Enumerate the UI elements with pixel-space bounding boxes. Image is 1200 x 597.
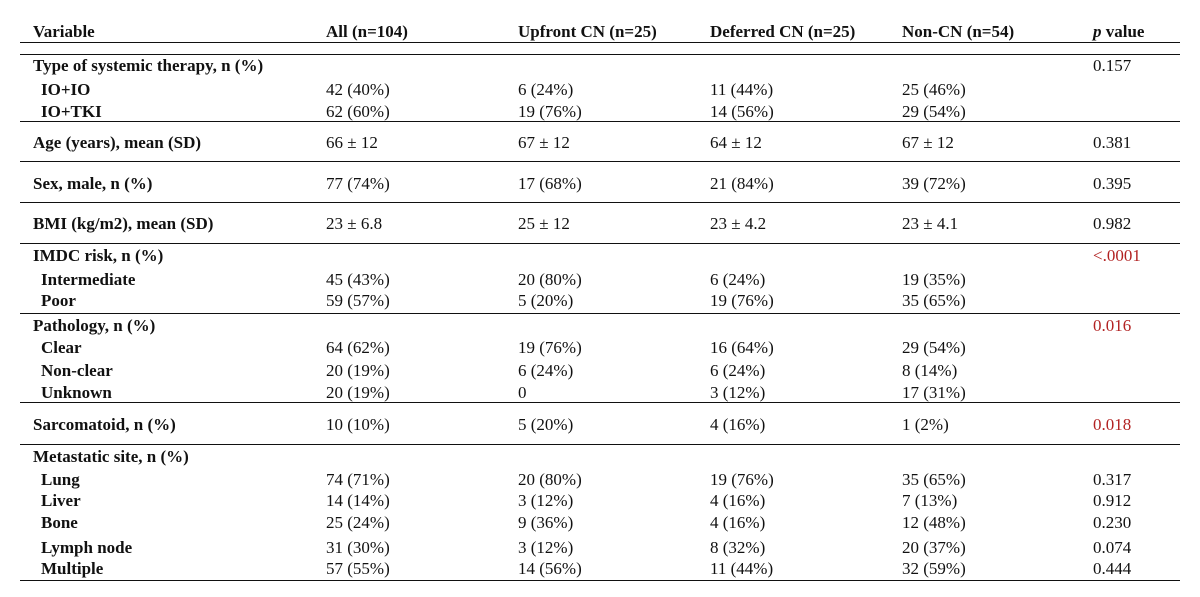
- cell-all: 25 (24%): [326, 513, 390, 532]
- cell-all: 14 (14%): [326, 491, 390, 510]
- table-row: [20, 55, 1180, 77]
- header-deferred-cn: Deferred CN (n=25): [710, 22, 856, 41]
- cell-p-value: 0.982: [1093, 214, 1132, 233]
- cell-p-value: <.0001: [1093, 246, 1141, 265]
- table-row: [20, 245, 1180, 267]
- cell-p-value: 0.016: [1093, 316, 1132, 335]
- header-upfront-cn: Upfront CN (n=25): [518, 22, 657, 41]
- table-subrow: [20, 79, 1180, 101]
- cell-upfront: 20 (80%): [518, 470, 582, 489]
- row-label: BMI (kg/m2), mean (SD): [33, 214, 214, 233]
- row-label: Pathology, n (%): [33, 316, 156, 335]
- cell-all: 74 (71%): [326, 470, 390, 489]
- cell-noncn: 12 (48%): [902, 513, 966, 532]
- cell-all: 57 (55%): [326, 559, 390, 578]
- cell-upfront: 19 (76%): [518, 102, 582, 121]
- cell-upfront: 6 (24%): [518, 361, 574, 380]
- row-label: Liver: [41, 491, 81, 510]
- table-subrow: [20, 537, 1180, 559]
- cell-deferred: 64 ± 12: [710, 133, 762, 152]
- table-subrow: [20, 337, 1180, 359]
- row-label: Type of systemic therapy, n (%): [33, 56, 264, 75]
- cell-deferred: 23 ± 4.2: [710, 214, 767, 233]
- cell-all: 20 (19%): [326, 383, 390, 402]
- table-subrow: [20, 101, 1180, 123]
- cell-all: 42 (40%): [326, 80, 390, 99]
- cell-deferred: 4 (16%): [710, 415, 766, 434]
- cell-all: 66 ± 12: [326, 133, 378, 152]
- header-p-letter: p: [1093, 22, 1102, 41]
- table-rule: [20, 121, 1180, 122]
- table-row: [20, 173, 1180, 195]
- header-non-cn: Non-CN (n=54): [902, 22, 1015, 41]
- table-subrow: [20, 269, 1180, 291]
- header-variable: Variable: [33, 22, 95, 41]
- row-label: Non-clear: [41, 361, 113, 380]
- cell-noncn: 29 (54%): [902, 102, 966, 121]
- cell-upfront: 0: [518, 383, 527, 402]
- row-label: Bone: [41, 513, 78, 532]
- table-rule: [20, 202, 1180, 203]
- cell-noncn: 35 (65%): [902, 291, 966, 310]
- cell-deferred: 19 (76%): [710, 470, 774, 489]
- cell-noncn: 23 ± 4.1: [902, 214, 959, 233]
- cell-all: 10 (10%): [326, 415, 390, 434]
- row-label: Sarcomatoid, n (%): [33, 415, 176, 434]
- table-subrow: [20, 290, 1180, 312]
- cell-p-value: 0.018: [1093, 415, 1132, 434]
- table-subrow: [20, 382, 1180, 404]
- cell-p-value: 0.444: [1093, 559, 1132, 578]
- table-rule: [20, 243, 1180, 244]
- cell-all: 23 ± 6.8: [326, 214, 383, 233]
- cell-upfront: 5 (20%): [518, 291, 574, 310]
- table-subrow: [20, 469, 1180, 491]
- cell-upfront: 3 (12%): [518, 538, 574, 557]
- cell-noncn: 8 (14%): [902, 361, 958, 380]
- cell-deferred: 8 (32%): [710, 538, 766, 557]
- table-header-row: [20, 21, 1180, 43]
- row-label: Intermediate: [41, 270, 136, 289]
- cell-deferred: 4 (16%): [710, 513, 766, 532]
- header-all: All (n=104): [326, 22, 408, 41]
- cell-all: 31 (30%): [326, 538, 390, 557]
- table-subrow: [20, 512, 1180, 534]
- cell-noncn: 67 ± 12: [902, 133, 954, 152]
- row-label: Lung: [41, 470, 80, 489]
- table-row: [20, 213, 1180, 235]
- table-rule: [20, 42, 1180, 43]
- cell-upfront: 14 (56%): [518, 559, 582, 578]
- cell-deferred: 16 (64%): [710, 338, 774, 357]
- row-label: Multiple: [41, 559, 104, 578]
- table-rule: [20, 161, 1180, 162]
- header-p-value: [1093, 21, 1144, 43]
- table-rule: [20, 580, 1180, 581]
- row-label: IMDC risk, n (%): [33, 246, 164, 265]
- cell-deferred: 11 (44%): [710, 559, 774, 578]
- cell-upfront: 67 ± 12: [518, 133, 570, 152]
- cell-noncn: 32 (59%): [902, 559, 966, 578]
- cell-p-value: 0.381: [1093, 133, 1132, 152]
- cell-deferred: 14 (56%): [710, 102, 774, 121]
- cell-upfront: 5 (20%): [518, 415, 574, 434]
- row-label: Lymph node: [41, 538, 133, 557]
- cell-upfront: 6 (24%): [518, 80, 574, 99]
- cell-upfront: 17 (68%): [518, 174, 582, 193]
- table-row: [20, 132, 1180, 154]
- table-subrow: [20, 558, 1180, 580]
- cell-deferred: 21 (84%): [710, 174, 774, 193]
- header-p-suffix: value: [1101, 22, 1145, 41]
- cell-all: 45 (43%): [326, 270, 390, 289]
- row-label: Clear: [41, 338, 82, 357]
- cell-p-value: 0.230: [1093, 513, 1132, 532]
- cell-deferred: 19 (76%): [710, 291, 774, 310]
- cell-deferred: 4 (16%): [710, 491, 766, 510]
- row-label: Unknown: [41, 383, 112, 402]
- cell-all: 77 (74%): [326, 174, 390, 193]
- table-row: [20, 414, 1180, 436]
- table-rule: [20, 313, 1180, 314]
- cell-deferred: 11 (44%): [710, 80, 774, 99]
- table-rule: [20, 444, 1180, 445]
- table-subrow: [20, 360, 1180, 382]
- cell-noncn: 25 (46%): [902, 80, 966, 99]
- cell-all: 62 (60%): [326, 102, 390, 121]
- cell-all: 59 (57%): [326, 291, 390, 310]
- cell-deferred: 6 (24%): [710, 270, 766, 289]
- cell-noncn: 1 (2%): [902, 415, 949, 434]
- cell-p-value: 0.074: [1093, 538, 1132, 557]
- table-row: [20, 315, 1180, 337]
- cell-p-value: 0.395: [1093, 174, 1132, 193]
- cell-all: 20 (19%): [326, 361, 390, 380]
- cell-noncn: 17 (31%): [902, 383, 966, 402]
- cell-deferred: 6 (24%): [710, 361, 766, 380]
- row-label: IO+TKI: [41, 102, 102, 121]
- cell-noncn: 39 (72%): [902, 174, 966, 193]
- cell-deferred: 3 (12%): [710, 383, 766, 402]
- cell-all: 64 (62%): [326, 338, 390, 357]
- cell-upfront: 25 ± 12: [518, 214, 570, 233]
- row-label: Sex, male, n (%): [33, 174, 153, 193]
- row-label: Poor: [41, 291, 76, 310]
- cell-upfront: 9 (36%): [518, 513, 574, 532]
- cell-noncn: 7 (13%): [902, 491, 958, 510]
- cell-noncn: 20 (37%): [902, 538, 966, 557]
- cell-p-value: 0.157: [1093, 56, 1132, 75]
- cell-upfront: 19 (76%): [518, 338, 582, 357]
- cell-noncn: 19 (35%): [902, 270, 966, 289]
- cell-p-value: 0.912: [1093, 491, 1132, 510]
- table-rule: [20, 402, 1180, 403]
- cell-noncn: 35 (65%): [902, 470, 966, 489]
- table-subrow: [20, 490, 1180, 512]
- table-row: [20, 446, 1180, 468]
- row-label: Age (years), mean (SD): [33, 133, 202, 152]
- row-label: Metastatic site, n (%): [33, 447, 189, 466]
- row-label: IO+IO: [41, 80, 91, 99]
- table-rule: [20, 54, 1180, 55]
- cell-upfront: 20 (80%): [518, 270, 582, 289]
- cell-noncn: 29 (54%): [902, 338, 966, 357]
- cell-upfront: 3 (12%): [518, 491, 574, 510]
- cell-p-value: 0.317: [1093, 470, 1132, 489]
